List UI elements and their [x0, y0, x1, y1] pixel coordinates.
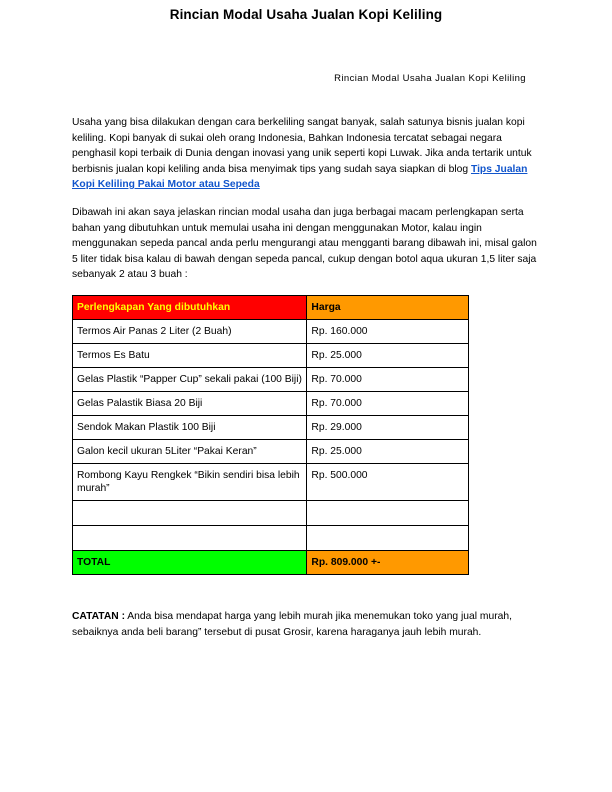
page-header: Rincian Modal Usaha Jualan Kopi Keliling — [334, 73, 526, 84]
price-cell: Rp. 29.000 — [307, 416, 469, 440]
price-cell: Rp. 500.000 — [307, 464, 469, 501]
equipment-table — [72, 295, 469, 575]
note-text: Anda bisa mendapat harga yang lebih murah jika menemukan toko yang jual murah, sebaiknya anda beli barang” tersebut di pusat Grosir, karena haraganya jauh lebih murah. — [72, 611, 512, 638]
table-row — [73, 344, 469, 368]
price-cell: Rp. 70.000 — [307, 392, 469, 416]
table-row — [73, 392, 469, 416]
item-cell: Gelas Plastik “Papper Cup” sekali pakai (100 Biji) — [73, 368, 307, 392]
note-label: CATATAN : — [72, 611, 125, 622]
empty-cell — [73, 501, 307, 526]
table-row — [73, 464, 469, 501]
table-row — [73, 368, 469, 392]
table-row — [73, 440, 469, 464]
total-label: TOTAL — [73, 551, 307, 575]
empty-cell — [307, 501, 469, 526]
blog-link[interactable]: Tips Jualan Kopi Keliling Pakai Motor atau Sepeda — [72, 163, 528, 190]
table-header-row — [73, 296, 469, 320]
table-row — [73, 320, 469, 344]
table-row — [73, 416, 469, 440]
header-price: Harga — [307, 296, 469, 320]
item-cell: Termos Air Panas 2 Liter (2 Buah) — [73, 320, 307, 344]
item-cell: Sendok Makan Plastik 100 Biji — [73, 416, 307, 440]
item-cell: Gelas Palastik Biasa 20 Biji — [73, 392, 307, 416]
empty-row — [73, 501, 469, 526]
item-cell: Rombong Kayu Rengkek “Bikin sendiri bisa lebih murah” — [73, 464, 307, 501]
document-title: Rincian Modal Usaha Jualan Kopi Keliling — [169, 7, 443, 22]
price-cell: Rp. 25.000 — [307, 440, 469, 464]
empty-cell — [73, 526, 307, 551]
total-row — [73, 551, 469, 575]
empty-cell — [307, 526, 469, 551]
price-cell: Rp. 70.000 — [307, 368, 469, 392]
intro-paragraph — [72, 115, 542, 193]
item-cell: Termos Es Batu — [73, 344, 307, 368]
total-value: Rp. 809.000 +- — [307, 551, 469, 575]
empty-row — [73, 526, 469, 551]
price-cell: Rp. 160.000 — [307, 320, 469, 344]
price-cell: Rp. 25.000 — [307, 344, 469, 368]
item-cell: Galon kecil ukuran 5Liter “Pakai Keran” — [73, 440, 307, 464]
note-paragraph — [72, 609, 542, 640]
explanation-paragraph: Dibawah ini akan saya jelaskan rincian modal usaha dan juga berbagai macam perlengkapan serta bahan yang dibutuhkan untuk memulai usaha ini dengan menggunakan Motor, kalau ingin menggunakan sepeda pancal anda perlu mengurangi atau mengganti barang dibawah ini, misal galon 5 liter tidak bisa kalau di bawah dengan sepeda pancal, cukup dengan botol aqua ukuran 1,5 liter saja sebanyak 2 atau 3 buah : — [72, 207, 537, 280]
header-item: Perlengkapan Yang dibutuhkan — [73, 296, 307, 320]
intro-text: Usaha yang bisa dilakukan dengan cara berkeliling sangat banyak, salah satunya bisnis jualan kopi keliling. Kopi banyak di sukai oleh orang Indonesia, Bahkan Indonesia tercatat sebagai negara penghasil kopi terbaik di Dunia dengan inovasi yang unik seperti kopi Luwak. Jika anda tertarik untuk berbisnis jualan kopi keliling anda bisa menyimak tips yang sudah saya siapkan di blog — [72, 117, 532, 175]
